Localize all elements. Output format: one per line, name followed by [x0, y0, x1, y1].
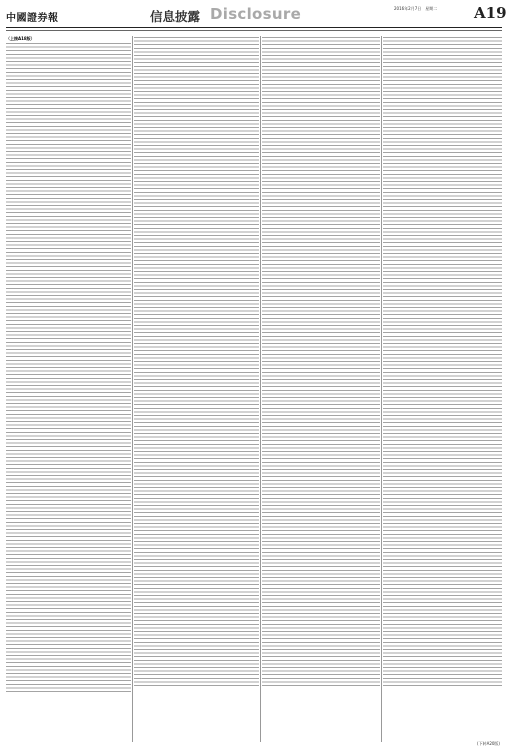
column-divider: [260, 36, 261, 742]
text-column-4: [383, 36, 502, 742]
continued-on-note: (下转A20版): [477, 741, 500, 746]
newspaper-name: 中國證券報: [6, 13, 59, 24]
page-number: A19: [474, 4, 507, 22]
column-divider: [381, 36, 382, 742]
header-rule-thin: [6, 30, 502, 31]
section-title-cn: 信息披露: [150, 9, 201, 24]
column-divider: [132, 36, 133, 742]
section-title-en: Disclosure: [210, 5, 302, 23]
masthead: [0, 0, 508, 30]
text-column-3: [262, 36, 380, 742]
column-2-text-block: [134, 37, 259, 687]
continuation-note: （上接A18版）: [6, 36, 35, 41]
text-column-1: [6, 36, 131, 742]
column-3-text-block: [262, 37, 380, 687]
column-4-text-block: [383, 37, 502, 687]
header-rule: [6, 27, 502, 28]
column-1-text-block: [6, 43, 131, 693]
issue-date: 2016年2月7日 星期二: [394, 6, 438, 11]
text-column-2: [134, 36, 259, 742]
